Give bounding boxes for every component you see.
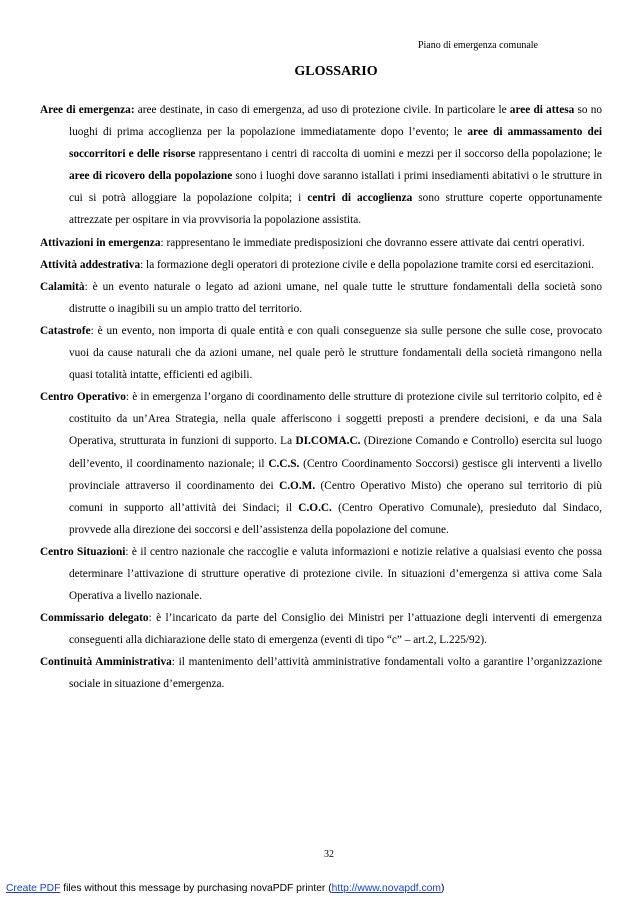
glossary-text: sono strutture coperte opportunamente attrezzate per ospitare in via provvisoria la popolazione assistita.: [69, 192, 602, 227]
glossary-text: (Centro Operativo Misto) che operano sul territorio di più comuni in supporto all’attività dei Sindaci; il: [69, 479, 602, 514]
glossary-term: Attività addestrativa: [40, 258, 141, 271]
glossary-entry-centro-operativo: [40, 386, 602, 541]
glossary-text: : è il centro nazionale che raccoglie e valuta informazioni e notizie relative a qualsiasi evento che possa determinare l’attivazione di strutture operative di protezione civile. In situazioni d’emergenza si attiva come Sala Operativa a livello nazionale.: [69, 545, 602, 603]
glossary-text: so no luoghi di prima accoglienza per la popolazione immediatamente dopo l’evento; le: [69, 104, 602, 139]
footer-text: files without this message by purchasing novaPDF printer (: [60, 883, 332, 894]
glossary-entry-catastrofe: [40, 320, 602, 386]
glossary-text: : rappresentano le immediate predisposizioni che dovranno essere attivate dai centri operativi.: [160, 236, 585, 249]
glossary-text: : è un evento, non importa di quale entità e con quali conseguenze sia sulle persone che sulle cose, provocato vuoi da cause naturali che da azioni umane, nel quale però le strutture fondamentali della società rimangono nella quasi totalità intatte, efficienti ed agibili.: [69, 324, 602, 382]
glossary-entry-aree: [40, 99, 602, 232]
glossary-term: Attivazioni in emergenza: [40, 236, 161, 249]
glossary-entry-attivita: [40, 254, 602, 276]
glossary-term: Centro Operativo: [40, 391, 126, 404]
bold-term: C.O.M.: [279, 479, 316, 492]
bold-term: DI.COMA.C.: [295, 435, 361, 448]
glossary-entry-continuita: [40, 651, 602, 695]
glossary-term: Calamità: [40, 280, 85, 293]
create-pdf-link[interactable]: Create PDF: [6, 883, 61, 894]
bold-term: C.C.S.: [268, 457, 300, 470]
glossary-text: aree destinate, in caso di emergenza, ad uso di protezione civile. In particolare le: [134, 104, 510, 116]
glossary-term: Continuità Amministrativa: [40, 656, 172, 669]
glossary-entry-commissario: [40, 607, 602, 651]
glossary-term: Catastrofe: [40, 324, 91, 337]
glossary-text: rappresentano i centri di raccolta di uomini e mezzi per il soccorso della popolazione; le: [195, 148, 602, 161]
glossary-text: : è un evento naturale o legato ad azioni umane, nel quale tutte le strutture fondamentali della società sono distrutte o inagibili su un ampio tratto del territorio.: [69, 280, 602, 315]
glossary-text: : è l’incaricato da parte del Consiglio dei Ministri per l’attuazione degli interventi di emergenza conseguenti alla dichiarazione delle stato di emergenza (eventi di tipo “c” – art.2, L.225/92).: [69, 612, 602, 647]
glossary-term: Centro Situazioni: [40, 545, 126, 558]
glossary-text: sono i luoghi dove saranno istallati i primi insediamenti abitativi o le strutture in cui si potrà alloggiare la popolazione colpita; i: [69, 170, 602, 205]
novapdf-url-link[interactable]: http://www.novapdf.com: [331, 883, 441, 894]
footer-close: ): [440, 883, 445, 894]
glossary-text: (Direzione Comando e Controllo) esercita sul luogo dell’evento, il coordinamento nazionale; il: [69, 435, 602, 470]
pdf-watermark-footer: [6, 883, 444, 894]
bold-term: C.O.C.: [298, 501, 332, 514]
glossary-term: Aree di emergenza:: [40, 104, 135, 116]
glossary-text: (Centro Coordinamento Soccorsi) gestisce gli interventi a livello provinciale attraverso il coordinamento dei: [69, 457, 602, 492]
glossary-text: : la formazione degli operatori di protezione civile e della popolazione tramite corsi ed esercitazioni.: [140, 258, 594, 271]
glossary-entry-attivazioni: [40, 232, 602, 254]
bold-term: centri di accoglienza: [307, 192, 413, 205]
page-number: 32: [324, 849, 334, 860]
glossary-entry-centro-situazioni: [40, 541, 602, 607]
glossary-text: (Centro Operativo Comunale), presieduto dal Sindaco, provvede alla direzione dei soccorsi e dell’assistenza della popolazione del comune.: [69, 501, 602, 536]
glossary-entry-calamita: [40, 276, 602, 320]
page-title: GLOSSARIO: [294, 64, 378, 79]
running-header: Piano di emergenza comunale: [417, 40, 538, 51]
glossary-text: : è in emergenza l’organo di coordinamento delle strutture di protezione civile sul territorio colpito, ed è costituito da un’Area Strategia, nella quale afferiscono i soggetti preposti a prendere decisioni, e da una Sala Operativa, strutturata in funzioni di supporto. La: [69, 391, 602, 448]
bold-term: aree di ricovero della popolazione: [69, 170, 233, 183]
bold-term: aree di ammassamento dei soccorritori e delle risorse: [69, 126, 602, 161]
glossary-term: Commissario delegato: [40, 612, 149, 625]
glossary-body: [40, 99, 602, 696]
glossary-text: : il mantenimento dell’attività amministrative fondamentali volto a garantire l’organizzazione sociale in situazione d’emergenza.: [69, 656, 602, 691]
bold-term: aree di attesa: [509, 104, 575, 116]
